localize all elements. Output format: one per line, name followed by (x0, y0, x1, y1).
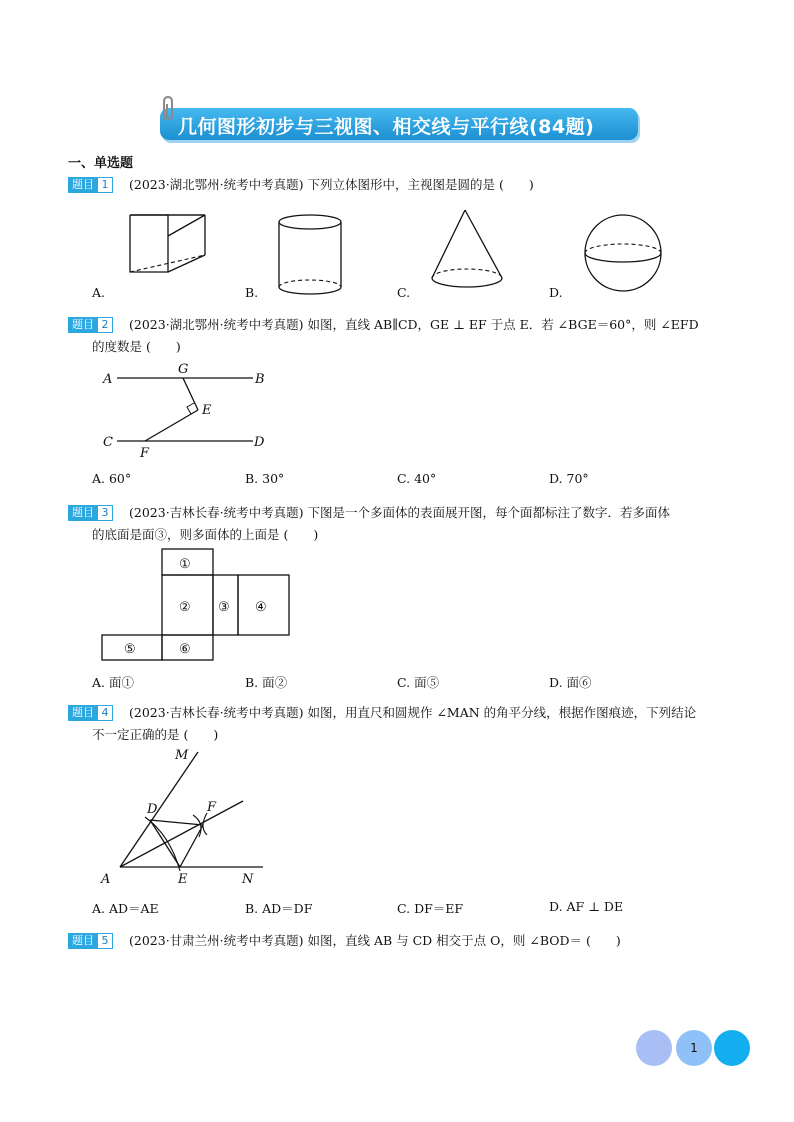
option-a: A. 60° (92, 471, 132, 486)
option-d: D. 面⑥ (549, 675, 592, 690)
section-heading: 一、单选题 (68, 156, 134, 171)
option-c: C. DF＝EF (397, 901, 464, 916)
q2-figure (95, 358, 285, 463)
page-indicator (636, 1028, 754, 1068)
option-c: C. 面⑤ (397, 675, 440, 690)
question-number: 3 (98, 505, 113, 521)
question-text-continued: 的底面是面③，则多面体的上面是 ( ) (92, 527, 319, 542)
question-text: (2023·湖北鄂州·统考中考真题) 如图，直线 AB∥CD，GE ⊥ EF 于点 E．若 ∠BGE＝60°，则 ∠EFD (129, 317, 699, 332)
page-title: 几何图形初步与三视图、相交线与平行线(84题) (178, 116, 595, 138)
question-text: (2023·吉林长春·统考中考真题) 如图，用直尺和圆规作 ∠MAN 的角平分线，根据作图痕迹，下列结论 (129, 705, 697, 720)
page-dot-left (636, 1030, 672, 1066)
question-tag (68, 317, 113, 333)
q3-net-figure (100, 546, 295, 664)
question-tag-label: 题目 (68, 933, 98, 949)
option-d: D. 70° (549, 471, 589, 486)
label-n: N (242, 872, 254, 887)
label-b: B (255, 372, 265, 387)
option-d: D. (549, 285, 563, 300)
label-a: A (101, 872, 111, 887)
question-text: (2023·湖北鄂州·统考中考真题) 下列立体图形中，主视图是圆的是 ( ) (129, 177, 534, 192)
question-text: (2023·吉林长春·统考中考真题) 下图是一个多面体的表面展开图，每个面都标注了数字．若多面体 (129, 505, 670, 520)
question-text-continued: 的度数是 ( ) (92, 339, 181, 354)
face-4: ④ (255, 600, 267, 615)
sphere-figure (585, 215, 661, 291)
option-b: B. (245, 285, 259, 300)
page-number: 1 (676, 1030, 712, 1066)
question-tag (68, 705, 113, 721)
question-tag (68, 933, 113, 949)
label-f: F (140, 446, 150, 461)
page-dot-right (714, 1030, 750, 1066)
label-g: G (178, 362, 189, 377)
cone-figure (432, 210, 502, 287)
face-3: ③ (218, 600, 230, 615)
question-tag-label: 题目 (68, 705, 98, 721)
question-text: (2023·甘肃兰州·统考中考真题) 如图，直线 AB 与 CD 相交于点 O，则 ∠BOD＝ ( ) (129, 933, 621, 948)
face-6: ⑥ (179, 642, 191, 657)
option-a: A. (92, 285, 106, 300)
question-text-continued: 不一定正确的是 ( ) (92, 727, 219, 742)
option-b: B. AD＝DF (245, 901, 313, 916)
label-a: A (103, 372, 113, 387)
label-e: E (178, 872, 188, 887)
option-d: D. AF ⊥ DE (549, 899, 624, 914)
label-m: M (175, 748, 189, 763)
face-2: ② (179, 600, 191, 615)
option-b: B. 30° (245, 471, 285, 486)
question-number: 4 (98, 705, 113, 721)
question-number: 5 (98, 933, 113, 949)
face-1: ① (179, 557, 191, 572)
label-f: F (207, 800, 217, 815)
label-d: D (254, 435, 265, 450)
q4-angle-bisector-figure (95, 745, 275, 890)
question-tag-label: 题目 (68, 177, 98, 193)
label-d: D (147, 802, 158, 817)
face-5: ⑤ (124, 642, 136, 657)
question-tag-label: 题目 (68, 505, 98, 521)
question-number: 2 (98, 317, 113, 333)
label-e: E (202, 403, 212, 418)
question-tag (68, 505, 113, 521)
option-c: C. 40° (397, 471, 437, 486)
option-a: A. AD＝AE (92, 901, 159, 916)
triangular-prism-figure (130, 215, 205, 272)
question-tag-label: 题目 (68, 317, 98, 333)
cylinder-figure (279, 215, 341, 294)
question-number: 1 (98, 177, 113, 193)
option-c: C. (397, 285, 411, 300)
title-banner (160, 108, 638, 142)
question-tag (68, 177, 113, 193)
option-a: A. 面① (92, 675, 134, 690)
label-c: C (103, 435, 113, 450)
option-b: B. 面② (245, 675, 288, 690)
